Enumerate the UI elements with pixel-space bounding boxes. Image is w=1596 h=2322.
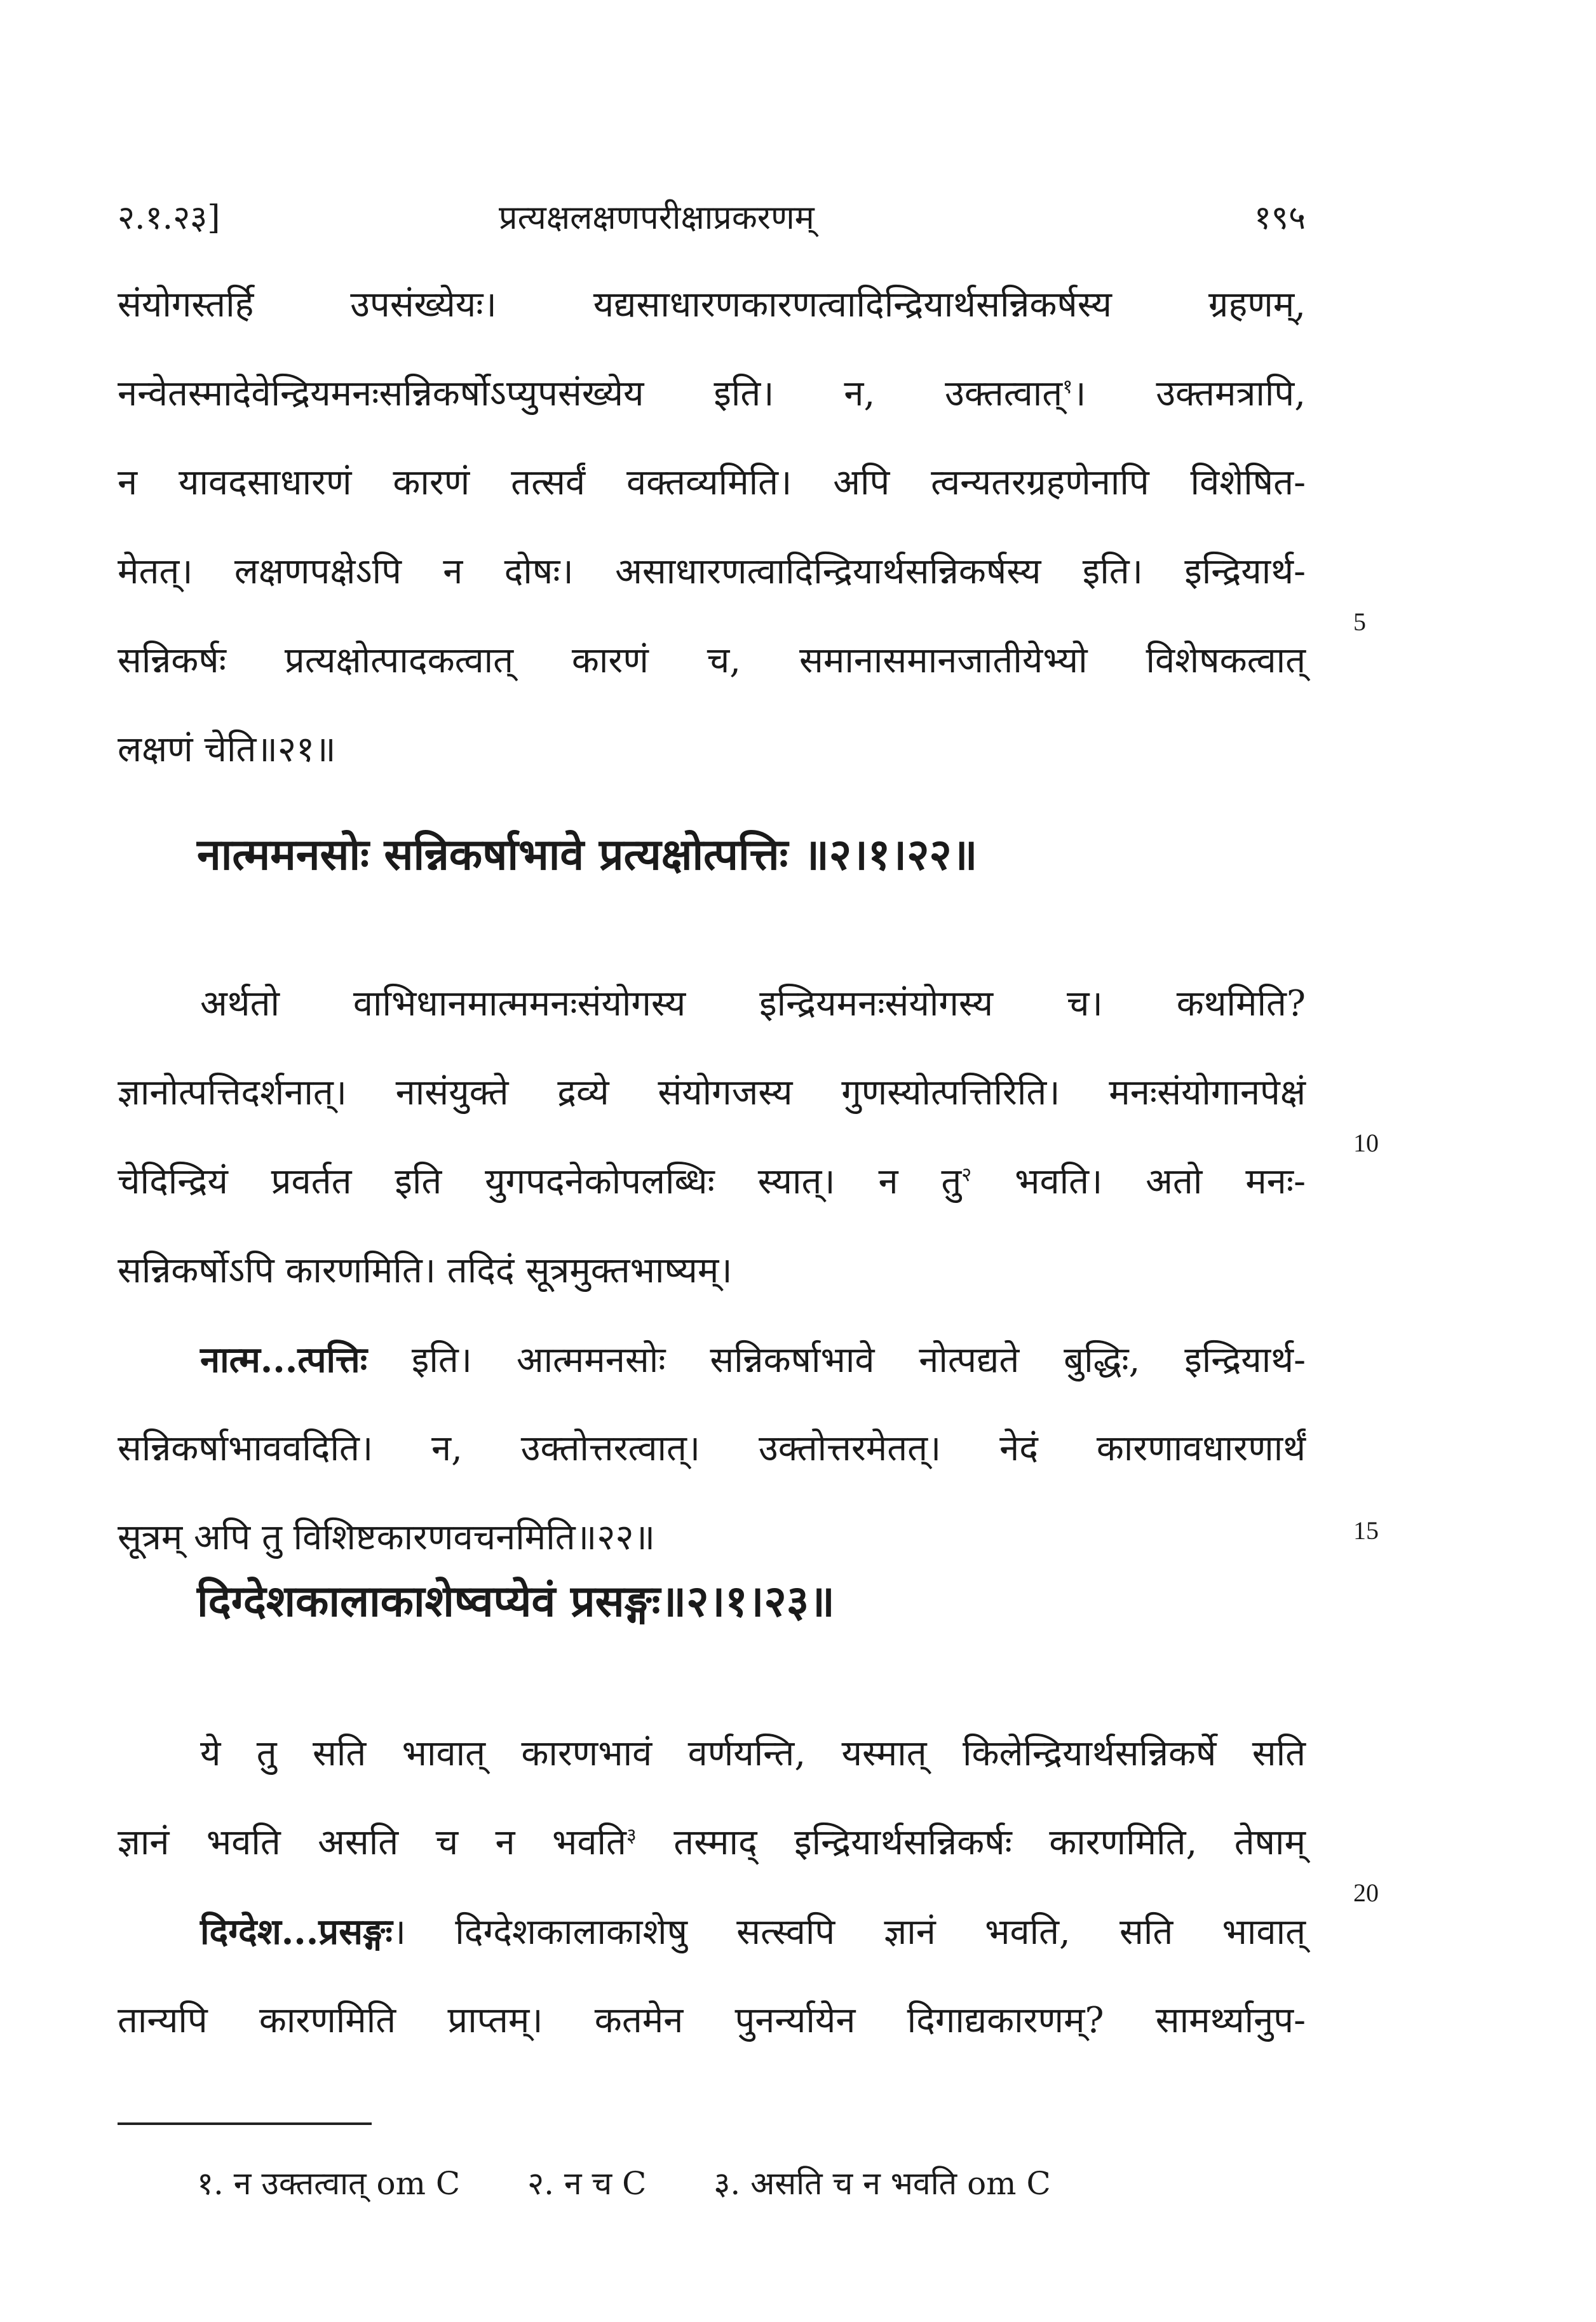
line-number: 15 [1353, 1516, 1379, 1545]
line-number: 10 [1353, 1129, 1379, 1157]
footnotes [197, 2161, 1108, 2204]
footnote-item: २. न च C [527, 2165, 647, 2202]
footnote-ref: २ [961, 1163, 972, 1186]
footnote-divider [118, 2122, 372, 2125]
text-line: तान्यपि कारणमिति प्राप्तम्। कतमेन पुनर्न्यायेन दिगाद्यकारणम्? सामर्थ्यानुप- [118, 2000, 1306, 2041]
text-line: नन्वेतस्मादेवेन्द्रियमनःसन्निकर्षोऽप्युपसंख्येय इति। न, उक्तत्वात्$^१$। उक्तमत्रापि, [118, 373, 1306, 414]
chapter-title: प्रत्यक्षलक्षणपरीक्षाप्रकरणम् [499, 199, 815, 237]
text-line: सन्निकर्षः प्रत्यक्षोत्पादकत्वात् कारणं च, समानासमानजातीयेभ्यो विशेषकत्वात् [118, 640, 1306, 681]
text-line: सन्निकर्षाभाववदिति। न, उक्तोत्तरत्वात्। उक्तोत्तरमेतत्। नेदं कारणावधारणार्थं [118, 1428, 1306, 1469]
text-line: ये तु सति भावात् कारणभावं वर्णयन्ति, यस्मात् किलेन्द्रियार्थसन्निकर्षे सति [200, 1733, 1306, 1774]
line-number: 5 [1353, 608, 1366, 636]
text-line: मेतत्। लक्षणपक्षेऽपि न दोषः। असाधारणत्वादिन्द्रियार्थसन्निकर्षस्य इति। इन्द्रियार्थ- [118, 551, 1306, 592]
running-header [118, 194, 1306, 245]
footnote-ref: १ [1062, 375, 1073, 398]
section-reference: २.१.२३] [118, 199, 220, 237]
text-line: नात्म...त्पत्तिः इति। आत्ममनसोः सन्निकर्षाभावे नोत्पद्यते बुद्धिः, इन्द्रियार्थ- [200, 1339, 1306, 1381]
commentary-paragraph-3 [118, 1709, 1306, 2065]
pratika-bold: नात्म...त्पत्तिः [200, 1339, 368, 1381]
text-line: अर्थतो वाभिधानमात्ममनःसंयोगस्य इन्द्रियमनःसंयोगस्य च। कथमिति? [200, 983, 1306, 1024]
text-line: दिग्देश...प्रसङ्गः। दिग्देशकालाकाशेषु सत्स्वपि ज्ञानं भवति, सति भावात् [200, 1911, 1306, 1953]
sutra-heading: दिग्देशकालाकाशेष्वप्येवं प्रसङ्गः॥२।१।२३॥ [197, 1576, 835, 1627]
text-line: सन्निकर्षोऽपि कारणमिति। तदिदं सूत्रमुक्तभाष्यम्। [118, 1250, 733, 1291]
text-line: न यावदसाधारणं कारणं तत्सर्वं वक्तव्यमिति। अपि त्वन्यतरग्रहणेनापि विशेषित- [118, 462, 1306, 503]
commentary-paragraph-1 [118, 261, 1306, 794]
page-number: १९५ [1254, 199, 1306, 237]
sutra-heading: नात्ममनसोः सन्निकर्षाभावे प्रत्यक्षोत्पत्तिः ॥२।१।२२॥ [197, 829, 978, 880]
line-number: 20 [1353, 1878, 1379, 1907]
text-line: सूत्रम् अपि तु विशिष्टकारणवचनमिति॥२२॥ [118, 1517, 656, 1558]
commentary-paragraph-2 [118, 960, 1306, 1582]
footnote-item: १. न उक्तत्वात् om C [197, 2165, 461, 2202]
pratika-bold: दिग्देश...प्रसङ्गः [200, 1911, 393, 1953]
text-line: चेदिन्द्रियं प्रवर्तत इति युगपदनेकोपलब्धिः स्यात्। न तु$^२$ भवति। अतो मनः- [118, 1161, 1306, 1202]
footnote-item: ३. असति च न भवति om C [713, 2165, 1051, 2202]
text-line: ज्ञानं भवति असति च न भवति$^३$ तस्माद् इन्द्रियार्थसन्निकर्षः कारणमिति, तेषाम् [118, 1822, 1306, 1863]
text-line: ज्ञानोत्पत्तिदर्शनात्। नासंयुक्ते द्रव्ये संयोगजस्य गुणस्योत्पत्तिरिति। मनःसंयोगानपेक्षं [118, 1072, 1306, 1113]
footnote-ref: ३ [626, 1824, 637, 1847]
text-line: लक्षणं चेति॥२१॥ [118, 729, 336, 770]
text-line: संयोगस्तर्हि उपसंख्येयः। यद्यसाधारणकारणत्वादिन्द्रियार्थसन्निकर्षस्य ग्रहणम्, [118, 284, 1306, 325]
